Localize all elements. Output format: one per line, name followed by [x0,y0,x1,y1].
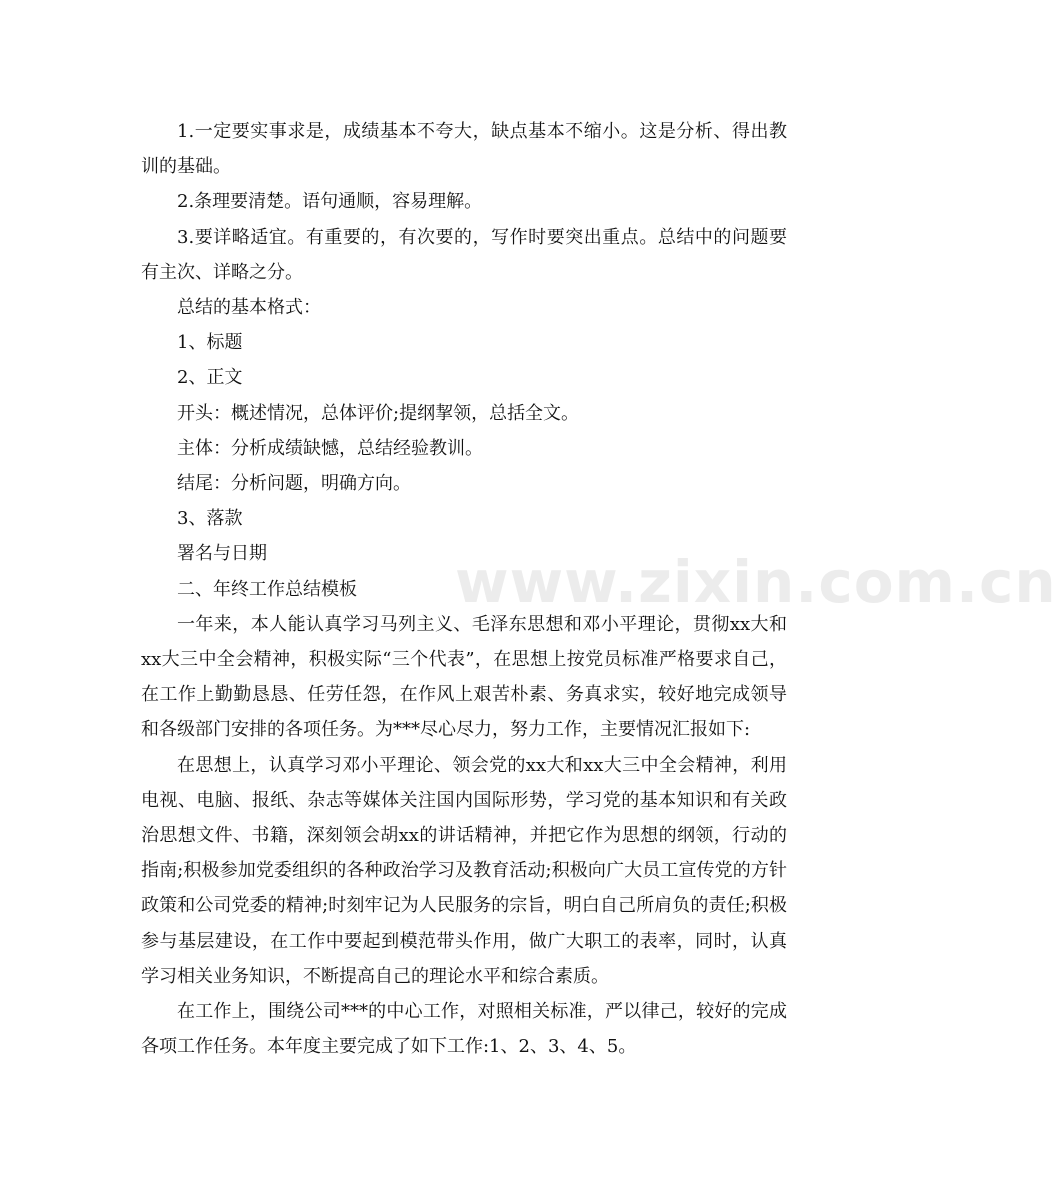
paragraph-format-heading: 总结的基本格式： [177,297,321,319]
paragraph-principle-1: 1.一定要实事求是，成绩基本不夸大，缺点基本不缩小。这是分析、得出教训的基础。 [141,121,787,178]
paragraph-format-body: 2、正文 [177,367,243,389]
paragraph-format-signature-date: 署名与日期 [177,543,267,565]
watermark: www.zixin.com.cn [455,548,1057,616]
paragraph-principle-3: 3.要详略适宜。有重要的，有次要的，写作时要突出重点。总结中的问题要有主次、详略之分。 [141,226,787,283]
document-body [141,114,787,1064]
paragraph-format-signature: 3、落款 [177,508,243,530]
paragraph-format-opening: 开头：概述情况，总体评价;提纲挈领，总括全文。 [177,402,580,424]
paragraph-format-title: 1、标题 [177,332,243,354]
paragraph-template-intro: 一年来，本人能认真学习马列主义、毛泽东思想和邓小平理论，贯彻xx大和xx大三中全会精神，积极实际“三个代表”，在思想上按党员标准严格要求自己，在工作上勤勤恳恳、任劳任怨，在作风上艰苦朴素、务真求实，较好地完成领导和各级部门安排的各项任务。为***尽心尽力，努力工作，主要情况汇报如下: [141,613,787,741]
paragraph-principle-2: 2.条理要清楚。语句通顺，容易理解。 [177,191,483,213]
paragraph-format-main: 主体：分析成绩缺憾，总结经验教训。 [177,437,483,459]
paragraph-format-ending: 结尾：分析问题，明确方向。 [177,473,411,495]
section-heading-template: 二、年终工作总结模板 [177,578,357,600]
paragraph-template-work: 在工作上，围绕公司***的中心工作，对照相关标准，严以律己，较好的完成各项工作任务。本年度主要完成了如下工作:1、2、3、4、5。 [141,1001,787,1058]
paragraph-template-ideology: 在思想上，认真学习邓小平理论、领会党的xx大和xx大三中全会精神，利用电视、电脑、报纸、杂志等媒体关注国内国际形势，学习党的基本知识和有关政治思想文件、书籍，深刻领会胡xx的讲话精神，并把它作为思想的纲领，行动的指南;积极参加党委组织的各种政治学习及教育活动;积极向广大员工宣传党的方针政策和公司党委的精神;时刻牢记为人民服务的宗旨，明白自己所肩负的责任;积极参与基层建设，在工作中要起到模范带头作用，做广大职工的表率，同时，认真学习相关业务知识，不断提高自己的理论水平和综合素质。 [141,754,787,987]
